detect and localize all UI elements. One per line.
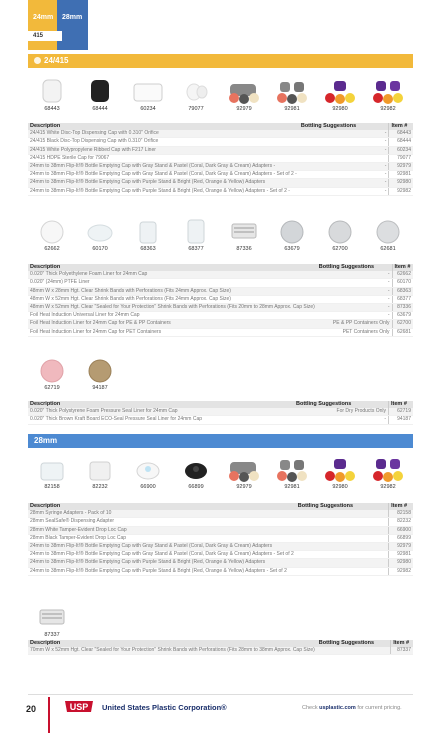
product-thumb[interactable] bbox=[172, 456, 220, 490]
product-image bbox=[28, 604, 76, 630]
product-image bbox=[220, 456, 268, 482]
description-cell: 48mm W x 52mm Hgt. Clear "Sealed for Your Protection" Shrink Bands with Perforations (Fits 20mm to 28mm Approx. Cap Size) bbox=[30, 304, 315, 311]
item-number-cell: 60170 bbox=[392, 279, 413, 287]
table-header bbox=[28, 401, 413, 408]
suggestion-cell bbox=[296, 534, 389, 542]
product-thumb[interactable] bbox=[364, 218, 412, 252]
section-header-24-415 bbox=[28, 54, 413, 68]
suggestion-cell bbox=[296, 518, 389, 526]
column-header-item: Item # bbox=[391, 640, 413, 647]
item-number-cell: 92981 bbox=[389, 551, 413, 559]
website-link[interactable]: usplastic.com bbox=[319, 705, 356, 711]
table-header bbox=[28, 640, 413, 647]
table-row[interactable] bbox=[28, 416, 413, 424]
table-row[interactable] bbox=[28, 171, 413, 179]
product-image bbox=[124, 456, 172, 482]
column-header-desc: Description bbox=[28, 401, 294, 408]
item-number-cell: 66900 bbox=[389, 526, 413, 534]
description-cell: 28mm Black Tamper-Evident Drop Loc Cap bbox=[28, 534, 296, 542]
description-cell: 24mm to 38mm Flip-It!® Bottle Emptying Cap with Gray Stand & Pastel (Coral, Dark Gray & Cream) Adapters bbox=[28, 543, 296, 551]
description-cell: 24mm to 38mm Flip-It!® Bottle Emptying Cap with Purple Stand & Bright (Red, Orange & Yellow) Adapters bbox=[28, 179, 299, 187]
pricing-note: Check usplastic.com for current pricing. bbox=[302, 705, 402, 711]
description-cell: 24mm to 38mm Flip-It!® Bottle Emptying Cap with Gray Stand & Pastel (Coral, Dark Gray & Cream) Adapters - Set of 2 - bbox=[30, 171, 297, 178]
product-image bbox=[76, 218, 124, 244]
table-header bbox=[28, 123, 413, 130]
item-number-cell: 68363 bbox=[392, 287, 413, 295]
item-number-cell: 68377 bbox=[392, 295, 413, 303]
product-code: 62700 bbox=[332, 246, 348, 252]
product-thumb[interactable] bbox=[316, 218, 364, 252]
item-number-cell: 92980 bbox=[389, 179, 413, 187]
product-code: 94187 bbox=[92, 385, 108, 391]
product-thumb[interactable] bbox=[172, 218, 220, 252]
description-cell: Foil Heat Induction Liner for 24mm Cap for PET Containers bbox=[28, 328, 317, 336]
item-number-cell: 68444 bbox=[389, 138, 413, 146]
product-code: 68363 bbox=[140, 246, 156, 252]
table-row[interactable] bbox=[28, 271, 413, 279]
tab-24mm-sub: 415 bbox=[28, 31, 62, 41]
description-cell: 48mm W x 52mm Hgt. Clear Shrink Bands with Perforations (Fits 24mm Approx. Cap Size) bbox=[28, 295, 317, 303]
product-code: 60170 bbox=[92, 246, 108, 252]
product-image bbox=[28, 357, 76, 383]
item-number-cell: 62700 bbox=[392, 320, 413, 328]
tab-24mm-label: 24mm bbox=[33, 14, 54, 21]
description-cell: 24/415 HDPE Sterile Cap for 79067 bbox=[28, 154, 299, 162]
bullet-icon bbox=[34, 57, 41, 64]
product-code: 87337 bbox=[44, 632, 60, 638]
product-thumb[interactable] bbox=[28, 78, 76, 112]
company-name: United States Plastic Corporation® bbox=[102, 703, 227, 712]
product-code: 79077 bbox=[188, 106, 204, 112]
item-number-cell: 92979 bbox=[389, 543, 413, 551]
description-cell: 0.020" Thick Polystyrene Foam Pressure Seal Liner for 24mm Cap bbox=[28, 408, 294, 416]
item-number-cell: 60234 bbox=[389, 146, 413, 154]
table-row[interactable] bbox=[28, 146, 413, 154]
product-thumb[interactable] bbox=[76, 218, 124, 252]
product-image bbox=[268, 456, 316, 482]
product-image bbox=[364, 456, 412, 482]
column-header-desc: Description bbox=[28, 503, 296, 510]
description-cell: 28mm SealSafe® Dispensing Adapter bbox=[28, 518, 296, 526]
description-cell: 48mm W x 28mm Hgt. Clear Shrink Bands with Perforations (Fits 24mm Approx. Cap Size) bbox=[28, 287, 317, 295]
description-cell: 28mm White Tamper-Evident Drop Loc Cap bbox=[28, 526, 296, 534]
product-image bbox=[124, 218, 172, 244]
item-number-cell: 92981 bbox=[389, 171, 413, 179]
suggestion-cell bbox=[296, 559, 389, 567]
product-thumb[interactable] bbox=[364, 456, 412, 490]
product-image-row bbox=[28, 357, 413, 391]
product-thumb[interactable] bbox=[364, 78, 412, 112]
suggestion-cell bbox=[296, 510, 389, 518]
suggestion-cell bbox=[317, 647, 391, 655]
tab-24mm[interactable] bbox=[28, 0, 57, 50]
product-thumb[interactable] bbox=[124, 456, 172, 490]
table-row[interactable] bbox=[28, 559, 413, 567]
column-header-sug: Bottling Suggestions bbox=[317, 640, 391, 647]
product-image bbox=[76, 357, 124, 383]
product-thumb[interactable] bbox=[268, 78, 316, 112]
item-number-cell: 68443 bbox=[389, 130, 413, 138]
product-code: 68377 bbox=[188, 246, 204, 252]
spec-table bbox=[28, 401, 413, 425]
tab-28mm[interactable] bbox=[57, 0, 88, 50]
product-code: 92980 bbox=[332, 484, 348, 490]
table-row[interactable] bbox=[28, 312, 413, 320]
product-code: 92982 bbox=[380, 106, 396, 112]
product-thumb[interactable] bbox=[124, 218, 172, 252]
product-thumb[interactable] bbox=[28, 357, 76, 391]
item-number-cell: 62662 bbox=[392, 271, 413, 279]
suggestion-cell: - bbox=[299, 163, 389, 171]
product-thumb[interactable] bbox=[76, 456, 124, 490]
suggestion-cell: - bbox=[299, 138, 389, 146]
product-code: 92980 bbox=[332, 106, 348, 112]
description-cell: 24mm to 38mm Flip-It!® Bottle Emptying Cap with Gray Stand & Pastel (Coral, Dark Gray & Cream) Adapters - Set of 2 bbox=[30, 551, 294, 558]
suggestion-cell bbox=[296, 551, 389, 559]
suggestion-cell: - bbox=[317, 312, 392, 320]
table-row[interactable] bbox=[28, 526, 413, 534]
description-cell: Foil Heat Induction Universal Liner for 24mm Cap bbox=[28, 312, 317, 320]
description-cell: 0.020" Thick Polyethylene Foam Liner for 24mm Cap bbox=[28, 271, 317, 279]
suggestion-cell bbox=[296, 567, 389, 575]
size-tabs bbox=[28, 0, 88, 50]
table-row[interactable] bbox=[28, 179, 413, 187]
column-header-item: Item # bbox=[389, 503, 413, 510]
product-code: 62662 bbox=[44, 246, 60, 252]
footer-divider bbox=[28, 694, 413, 695]
product-image bbox=[172, 456, 220, 482]
product-thumb[interactable] bbox=[28, 604, 76, 638]
spec-table bbox=[28, 503, 413, 576]
description-cell: 24mm to 38mm Flip-It!® Bottle Emptying Cap with Purple Stand & Bright (Red, Orange & Yellow) Adapters - Set of 2 - bbox=[28, 187, 299, 195]
item-number-cell: 63679 bbox=[392, 312, 413, 320]
item-number-cell: 82232 bbox=[389, 518, 413, 526]
suggestion-cell bbox=[296, 526, 389, 534]
table-row[interactable] bbox=[28, 304, 413, 312]
column-header-item: Item # bbox=[389, 123, 413, 130]
spec-table bbox=[28, 640, 413, 655]
description-cell: 24/415 White Polypropylene Ribbed Cap with F217 Liner bbox=[28, 146, 299, 154]
table-row[interactable] bbox=[28, 295, 413, 303]
footer-red-rule bbox=[48, 697, 50, 733]
column-header-sug: Bottling Suggestions bbox=[299, 123, 389, 130]
product-thumb[interactable] bbox=[268, 218, 316, 252]
product-code: 92982 bbox=[380, 484, 396, 490]
product-image-row bbox=[28, 78, 413, 112]
product-code: 66900 bbox=[140, 484, 156, 490]
description-cell: 24mm to 38mm Flip-It!® Bottle Emptying Cap with Purple Stand & Bright (Red, Orange & Yellow) Adapters bbox=[28, 559, 296, 567]
description-cell: 0.020" Thick Brown Kraft Board ECO-Seal Pressure Seal Liner for 24mm Cap bbox=[28, 416, 294, 424]
suggestion-cell: - bbox=[317, 271, 392, 279]
product-image bbox=[364, 78, 412, 104]
product-thumb[interactable] bbox=[268, 456, 316, 490]
item-number-cell: 92980 bbox=[389, 559, 413, 567]
product-thumb[interactable] bbox=[220, 456, 268, 490]
item-number-cell: 82158 bbox=[389, 510, 413, 518]
suggestion-cell: PET Containers Only bbox=[317, 328, 392, 336]
table-header bbox=[28, 264, 413, 271]
product-image bbox=[76, 78, 124, 104]
product-thumb[interactable] bbox=[316, 456, 364, 490]
suggestion-cell: - bbox=[317, 304, 392, 312]
table-row[interactable] bbox=[28, 543, 413, 551]
table-row[interactable] bbox=[28, 138, 413, 146]
description-cell: Foil Heat Induction Liner for 24mm Cap for PE & PP Containers bbox=[28, 320, 317, 328]
column-header-item: Item # bbox=[392, 264, 413, 271]
item-number-cell: 87337 bbox=[391, 647, 413, 655]
item-number-cell: 62719 bbox=[389, 408, 414, 416]
spec-table bbox=[28, 264, 413, 337]
column-header-sug: Bottling Suggestions bbox=[294, 401, 389, 408]
table-row[interactable] bbox=[28, 279, 413, 287]
product-code: 92981 bbox=[284, 106, 300, 112]
suggestion-cell: - bbox=[299, 171, 389, 179]
usp-logo bbox=[64, 699, 94, 714]
table-row[interactable] bbox=[28, 518, 413, 526]
product-image bbox=[316, 218, 364, 244]
table-header bbox=[28, 503, 413, 510]
column-header-sug: Bottling Suggestions bbox=[317, 264, 392, 271]
product-thumb[interactable] bbox=[76, 357, 124, 391]
section-title: 28mm bbox=[34, 436, 58, 445]
table-row[interactable] bbox=[28, 187, 413, 195]
product-code: 92981 bbox=[284, 484, 300, 490]
table-row[interactable] bbox=[28, 647, 413, 655]
product-code: 62681 bbox=[380, 246, 396, 252]
column-header-desc: Description bbox=[28, 640, 317, 647]
page-number: 20 bbox=[26, 704, 37, 714]
product-code: 66899 bbox=[188, 484, 204, 490]
description-cell: 24/415 Black Disc-Top Dispensing Cap with 0.310" Orifice bbox=[28, 138, 299, 146]
description-cell: 28mm Syringe Adapters - Pack of 10 bbox=[28, 510, 296, 518]
suggestion-cell bbox=[299, 154, 389, 162]
table-row[interactable] bbox=[28, 551, 413, 559]
item-number-cell: 92982 bbox=[389, 187, 413, 195]
product-thumb[interactable] bbox=[28, 456, 76, 490]
product-thumb[interactable] bbox=[28, 218, 76, 252]
table-row[interactable] bbox=[28, 287, 413, 295]
suggestion-cell: - bbox=[317, 287, 392, 295]
product-image bbox=[76, 456, 124, 482]
description-cell: 70mm W x 52mm Hgt. Clear "Sealed for Your Protection" Shrink Bands with Perforations (Fits 28mm to 38mm Approx. Cap Size) bbox=[30, 647, 315, 654]
product-code: 92979 bbox=[236, 106, 252, 112]
product-code: 92979 bbox=[236, 484, 252, 490]
table-row[interactable] bbox=[28, 154, 413, 162]
item-number-cell: 92982 bbox=[389, 567, 413, 575]
product-image-row bbox=[28, 604, 413, 638]
product-thumb[interactable] bbox=[76, 78, 124, 112]
product-image bbox=[172, 78, 220, 104]
product-image bbox=[364, 218, 412, 244]
product-code: 82232 bbox=[92, 484, 108, 490]
table-row[interactable] bbox=[28, 163, 413, 171]
suggestion-cell: For Dry Products Only bbox=[294, 408, 389, 416]
suggestion-cell: - bbox=[299, 187, 389, 195]
suggestion-cell: - bbox=[317, 279, 392, 287]
section-title: 24/415 bbox=[44, 56, 69, 65]
product-image bbox=[220, 78, 268, 104]
description-cell: 0.020" (24mm) PTFE Liner bbox=[28, 279, 317, 287]
product-code: 63679 bbox=[284, 246, 300, 252]
spec-table bbox=[28, 123, 413, 196]
product-code: 68443 bbox=[44, 106, 60, 112]
table-row[interactable] bbox=[28, 130, 413, 138]
description-cell: 24mm to 38mm Flip-It!® Bottle Emptying Cap with Purple Stand & Bright (Red, Orange & Yellow) Adapters - Set of 2 bbox=[28, 567, 296, 575]
product-code: 82158 bbox=[44, 484, 60, 490]
product-code: 62719 bbox=[44, 385, 60, 391]
table-row[interactable] bbox=[28, 510, 413, 518]
table-row[interactable] bbox=[28, 534, 413, 542]
column-header-sug: Bottling Suggestions bbox=[296, 503, 389, 510]
item-number-cell: 87336 bbox=[392, 304, 413, 312]
suggestion-cell: - bbox=[294, 416, 389, 424]
item-number-cell: 62681 bbox=[392, 328, 413, 336]
table-row[interactable] bbox=[28, 567, 413, 575]
item-number-cell: 79077 bbox=[389, 154, 413, 162]
table-row[interactable] bbox=[28, 328, 413, 336]
description-cell: 24/415 White Disc-Top Dispensing Cap with 0.310" Orifice bbox=[28, 130, 299, 138]
product-image bbox=[172, 218, 220, 244]
item-number-cell: 94187 bbox=[389, 416, 414, 424]
item-number-cell: 92979 bbox=[389, 163, 413, 171]
column-header-desc: Description bbox=[28, 123, 299, 130]
product-image bbox=[124, 78, 172, 104]
product-image bbox=[316, 78, 364, 104]
product-image bbox=[28, 218, 76, 244]
suggestion-cell: - bbox=[299, 130, 389, 138]
product-image bbox=[268, 218, 316, 244]
product-thumb[interactable] bbox=[220, 78, 268, 112]
table-row[interactable] bbox=[28, 408, 413, 416]
product-thumb[interactable] bbox=[124, 78, 172, 112]
suggestion-cell: - bbox=[299, 179, 389, 187]
product-code: 68444 bbox=[92, 106, 108, 112]
table-row[interactable] bbox=[28, 320, 413, 328]
product-thumb[interactable] bbox=[316, 78, 364, 112]
product-image bbox=[268, 78, 316, 104]
product-image-row bbox=[28, 456, 413, 490]
svg-text:USP: USP bbox=[69, 702, 89, 712]
column-header-item: Item # bbox=[389, 401, 414, 408]
product-image bbox=[28, 78, 76, 104]
suggestion-cell bbox=[296, 543, 389, 551]
product-image bbox=[316, 456, 364, 482]
suggestion-cell: - bbox=[299, 146, 389, 154]
section-header-28mm bbox=[28, 434, 413, 448]
column-header-desc: Description bbox=[28, 264, 317, 271]
suggestion-cell: PE & PP Containers Only bbox=[317, 320, 392, 328]
product-code: 60234 bbox=[140, 106, 156, 112]
description-cell: 24mm to 38mm Flip-It!® Bottle Emptying Cap with Gray Stand & Pastel (Coral, Dark Gray & Cream) Adapters - bbox=[28, 163, 299, 171]
product-thumb[interactable] bbox=[220, 218, 268, 252]
tab-28mm-label: 28mm bbox=[62, 14, 83, 21]
suggestion-cell: - bbox=[317, 295, 392, 303]
product-image-row bbox=[28, 218, 413, 252]
item-number-cell: 66899 bbox=[389, 534, 413, 542]
product-image bbox=[28, 456, 76, 482]
product-image bbox=[220, 218, 268, 244]
product-code: 87336 bbox=[236, 246, 252, 252]
product-thumb[interactable] bbox=[172, 78, 220, 112]
